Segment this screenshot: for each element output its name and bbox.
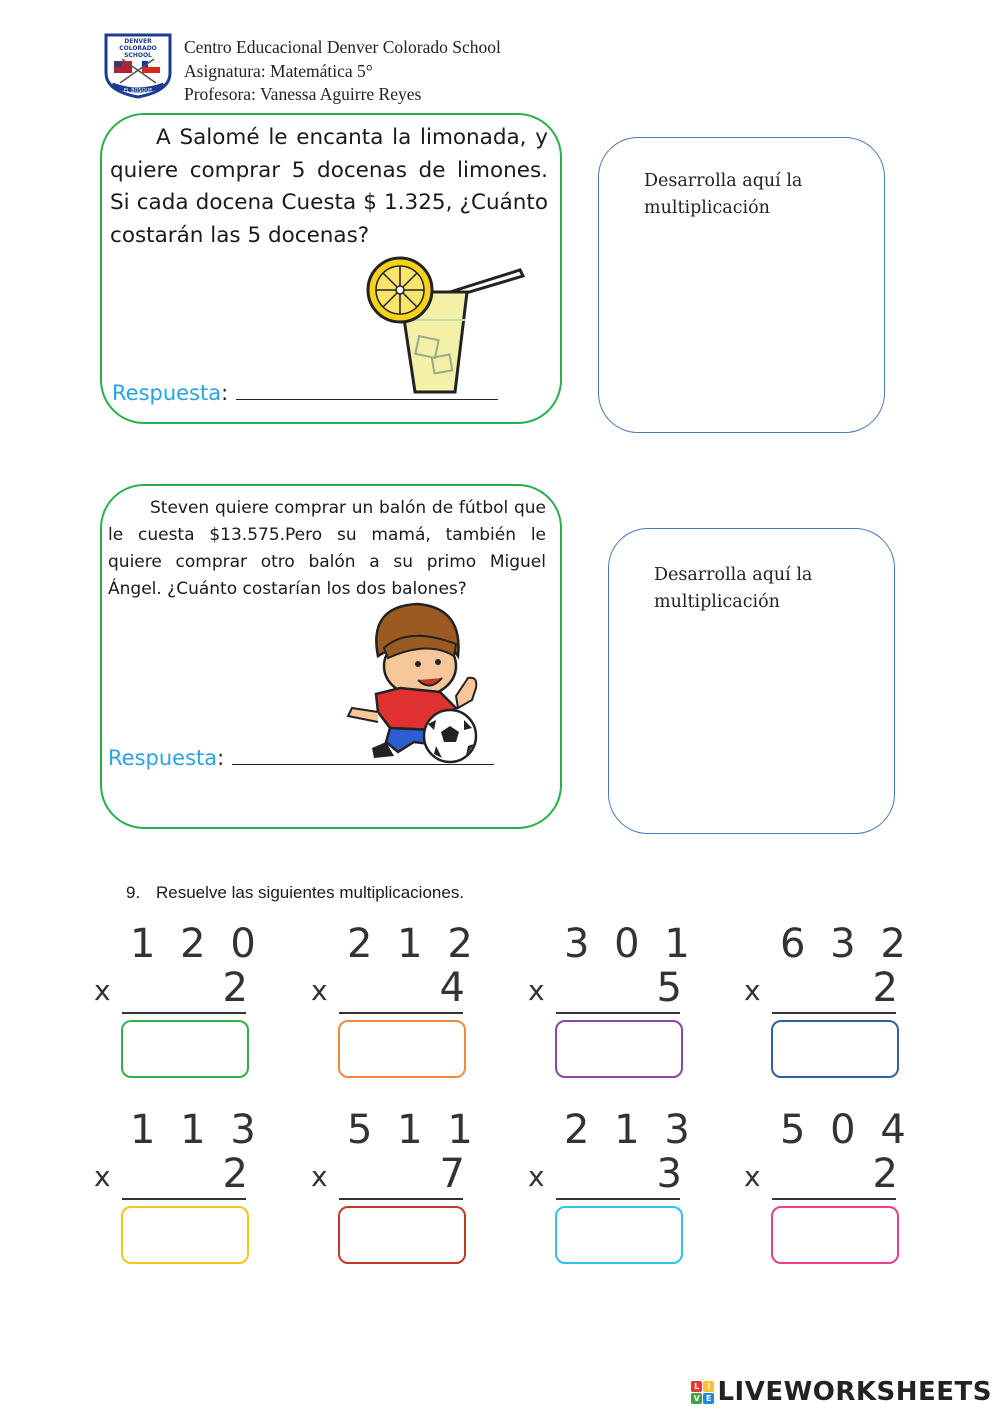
divider-line [339,1198,463,1200]
liveworksheets-brand: L I V E LIVEWORKSHEETS [691,1377,992,1407]
svg-text:DENVER: DENVER [124,38,152,45]
multiplier: 2 [222,965,248,1011]
subject: Asignatura: Matemática 5° [184,60,373,81]
answer-box[interactable] [338,1206,466,1264]
answer-label: Respuesta [112,381,222,405]
boy-soccer-image [338,596,488,768]
multiplication-problem [94,1108,314,1278]
times-symbol: x [744,1160,761,1193]
answer-input-2[interactable] [232,746,494,765]
liveworksheets-logo-icon: L I V E [691,1381,714,1404]
times-symbol: x [311,974,328,1007]
answer-box[interactable] [555,1020,683,1078]
divider-line [556,1198,680,1200]
times-symbol: x [94,1160,111,1193]
multiplication-problem [528,1108,748,1278]
multiplier: 3 [656,1151,682,1197]
svg-text:EL BOSQUE: EL BOSQUE [123,88,153,94]
times-symbol: x [744,974,761,1007]
multiplication-problem [94,922,314,1092]
answer-input-1[interactable] [236,381,498,400]
answer-box[interactable] [121,1206,249,1264]
multiplication-problem [528,922,748,1092]
multiplicand: 2 1 3 [564,1107,696,1153]
multiplicand: 6 3 2 [780,921,912,967]
times-symbol: x [311,1160,328,1193]
multiplier: 2 [872,1151,898,1197]
multiplicand: 5 0 4 [780,1107,912,1153]
multiplier: 7 [439,1151,465,1197]
problem-2-text: Steven quiere comprar un balón de fútbol que le cuesta $13.575.Pero su mamá, también le quiere comprar otro balón a su primo Miguel Ángel. ¿Cuánto costarían los dos balones? [108,498,546,599]
multiplication-problem [744,922,964,1092]
teacher: Profesora: Vanessa Aguirre Reyes [184,84,422,104]
divider-line [122,1012,246,1014]
work-area-1-label: Desarrolla aquí la multiplicación [644,171,803,218]
answer-line-1: Respuesta: [112,381,498,405]
divider-line [339,1012,463,1014]
answer-box[interactable] [121,1020,249,1078]
multiplier: 4 [439,965,465,1011]
school-logo [102,33,174,99]
divider-line [772,1012,896,1014]
multiplier: 2 [872,965,898,1011]
exercise-9-heading: 9. Resuelve las siguientes multiplicaciones. [126,883,465,902]
work-area-2-label: Desarrolla aquí la multiplicación [654,565,813,612]
times-symbol: x [528,974,545,1007]
multiplicand: 1 1 3 [130,1107,262,1153]
divider-line [122,1198,246,1200]
multiplicand: 2 1 2 [347,921,479,967]
times-symbol: x [94,974,111,1007]
svg-text:SCHOOL: SCHOOL [124,52,152,59]
divider-line [556,1012,680,1014]
answer-box[interactable] [338,1020,466,1078]
multiplication-problem [311,922,531,1092]
multiplicand: 3 0 1 [564,921,696,967]
answer-label: Respuesta [108,746,218,770]
svg-text:COLORADO: COLORADO [119,45,157,52]
answer-box[interactable] [771,1020,899,1078]
header-info [184,36,501,107]
answer-line-2: Respuesta: [108,746,494,770]
problem-1-text: A Salomé le encanta la limonada, y quiere comprar 5 docenas de limones. Si cada docena Cuesta $ 1.325, ¿Cuánto costarán las 5 docenas? [110,125,548,248]
multiplication-problem [311,1108,531,1278]
multiplicand: 5 1 1 [347,1107,479,1153]
multiplicand: 1 2 0 [130,921,262,967]
multiplier: 2 [222,1151,248,1197]
times-symbol: x [528,1160,545,1193]
answer-box[interactable] [771,1206,899,1264]
lemonade-glass-image [355,252,530,402]
answer-box[interactable] [555,1206,683,1264]
multiplier: 5 [656,965,682,1011]
school-name: Centro Educacional Denver Colorado School [184,37,501,57]
divider-line [772,1198,896,1200]
multiplication-problem [744,1108,964,1278]
